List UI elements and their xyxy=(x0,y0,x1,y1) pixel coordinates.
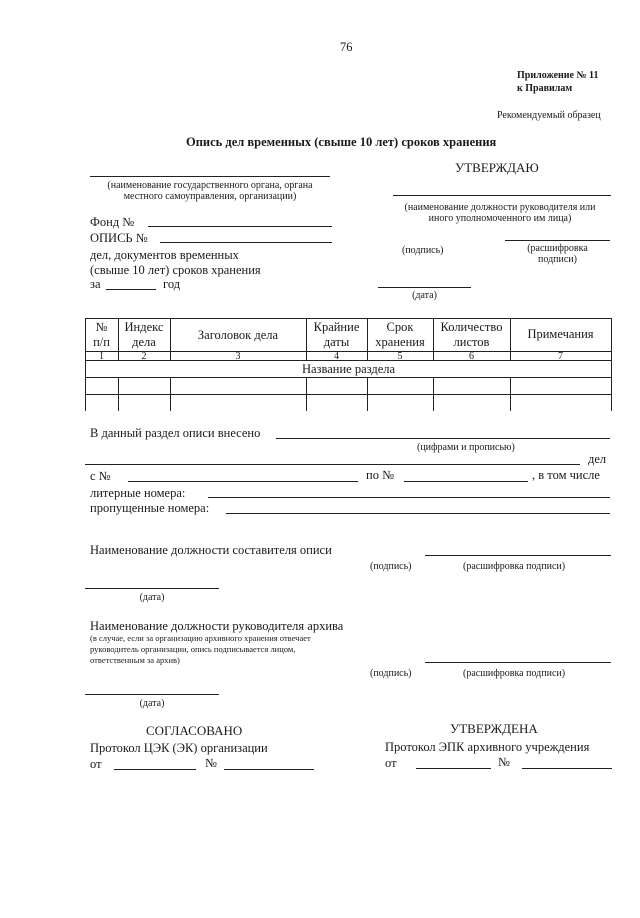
compiler-decoding-hint: (расшифровка подписи) xyxy=(463,561,566,572)
col-number-2: 2 xyxy=(141,351,147,362)
skipped-numbers-line[interactable] xyxy=(226,513,610,514)
appendix-line-2: к Правилам xyxy=(517,83,573,94)
agreed-heading: СОГЛАСОВАНО xyxy=(146,723,243,738)
agreed-from-label: от xyxy=(90,757,102,771)
compiler-date-line[interactable] xyxy=(85,588,219,589)
compiler-decoding-line[interactable] xyxy=(425,555,611,556)
appendix-line-1: Приложение № 11 xyxy=(517,70,599,81)
archive-head-decoding-line[interactable] xyxy=(425,662,611,663)
approve-position-line[interactable] xyxy=(393,195,611,196)
approve-signature-hint: (подпись) xyxy=(402,245,444,256)
skipped-numbers-label: пропущенные номера: xyxy=(90,501,210,515)
opis-desc-2: (свыше 10 лет) сроков хранения xyxy=(90,263,261,277)
archive-head-note-1: (в случае, если за организацию архивного хранения отвечает xyxy=(90,633,311,643)
header-dates: Крайние даты xyxy=(313,320,360,349)
col-number-7: 7 xyxy=(558,351,563,362)
approve-position-hint-2: иного уполномоченного им лица) xyxy=(428,213,572,224)
opis-desc-1: дел, документов временных xyxy=(90,248,239,262)
header-title: Заголовок дела xyxy=(197,328,279,342)
letter-numbers-label: литерные номера: xyxy=(90,486,186,500)
archive-head-signature-hint: (подпись) xyxy=(370,668,412,679)
from-number-line[interactable] xyxy=(128,481,358,482)
agreed-num-label: № xyxy=(205,756,217,770)
approved-number-line[interactable] xyxy=(522,768,612,769)
approve-heading: УТВЕРЖДАЮ xyxy=(455,160,539,175)
header-num: № п/п xyxy=(93,320,110,349)
approve-decoding-hint-1: (расшифровка xyxy=(527,243,588,254)
compiler-label: Наименование должности составителя описи xyxy=(90,543,332,557)
from-label: с № xyxy=(90,469,111,483)
agreed-date-line[interactable] xyxy=(114,769,196,770)
approved-heading: УТВЕРЖДЕНА xyxy=(450,721,538,736)
document-title: Опись дел временных (свыше 10 лет) сроков хранения xyxy=(186,135,497,149)
col-number-6: 6 xyxy=(469,351,474,362)
archive-head-date-hint: (дата) xyxy=(139,698,165,709)
approved-from-label: от xyxy=(385,756,397,770)
compiler-signature-hint: (подпись) xyxy=(370,561,412,572)
approved-num-label: № xyxy=(498,755,510,769)
opis-label: ОПИСЬ № xyxy=(90,231,148,245)
agreed-protocol: Протокол ЦЭК (ЭК) организации xyxy=(90,741,268,755)
page-number: 76 xyxy=(340,40,353,54)
del-label: дел xyxy=(588,452,607,466)
col-number-1: 1 xyxy=(99,351,104,362)
including-label: , в том числе xyxy=(532,468,600,482)
year-suffix: год xyxy=(163,277,181,291)
opis-number-line[interactable] xyxy=(160,242,332,243)
col-number-5: 5 xyxy=(397,351,403,362)
org-name-line[interactable] xyxy=(90,176,330,177)
sample-label: Рекомендуемый образец xyxy=(497,110,601,121)
year-line[interactable] xyxy=(106,289,156,290)
approve-decoding-hint-2: подписи) xyxy=(538,254,577,265)
letter-numbers-line[interactable] xyxy=(208,497,610,498)
year-prefix: за xyxy=(90,277,101,291)
entered-hint: (цифрами и прописью) xyxy=(417,442,515,453)
org-hint-1: (наименование государственного органа, органа xyxy=(107,180,313,191)
col-number-3: 3 xyxy=(235,351,241,362)
header-term: Срок хранения xyxy=(375,320,425,349)
approve-position-hint-1: (наименование должности руководителя или xyxy=(404,202,596,213)
entered-label: В данный раздел описи внесено xyxy=(90,426,261,440)
archive-head-note-3: ответственным за архив) xyxy=(90,655,180,665)
archive-head-date-line[interactable] xyxy=(85,694,219,695)
archive-head-label: Наименование должности руководителя архива xyxy=(90,619,344,633)
approve-date-line[interactable] xyxy=(378,287,471,288)
compiler-date-hint: (дата) xyxy=(139,592,165,603)
org-hint-2: местного самоуправления, организации) xyxy=(123,191,297,202)
approved-date-line[interactable] xyxy=(416,768,491,769)
to-number-line[interactable] xyxy=(404,481,528,482)
entered-count-line[interactable] xyxy=(276,438,610,439)
approved-protocol: Протокол ЭПК архивного учреждения xyxy=(385,740,590,754)
approve-decoding-line[interactable] xyxy=(505,240,610,241)
col-number-4: 4 xyxy=(334,351,339,362)
header-notes: Примечания xyxy=(527,327,594,341)
fond-number-line[interactable] xyxy=(148,226,332,227)
approve-date-hint: (дата) xyxy=(412,290,437,301)
agreed-number-line[interactable] xyxy=(224,769,314,770)
header-sheets: Количество листов xyxy=(440,320,503,349)
archive-head-decoding-hint: (расшифровка подписи) xyxy=(463,668,566,679)
entered-count-line-2[interactable] xyxy=(85,464,580,465)
header-index: Индекс дела xyxy=(124,320,164,349)
section-title: Название раздела xyxy=(301,362,396,376)
archive-head-note-2: руководитель организации, опись подписывается лицом, xyxy=(90,644,296,654)
to-label: по № xyxy=(366,468,394,482)
fond-label: Фонд № xyxy=(90,215,135,229)
